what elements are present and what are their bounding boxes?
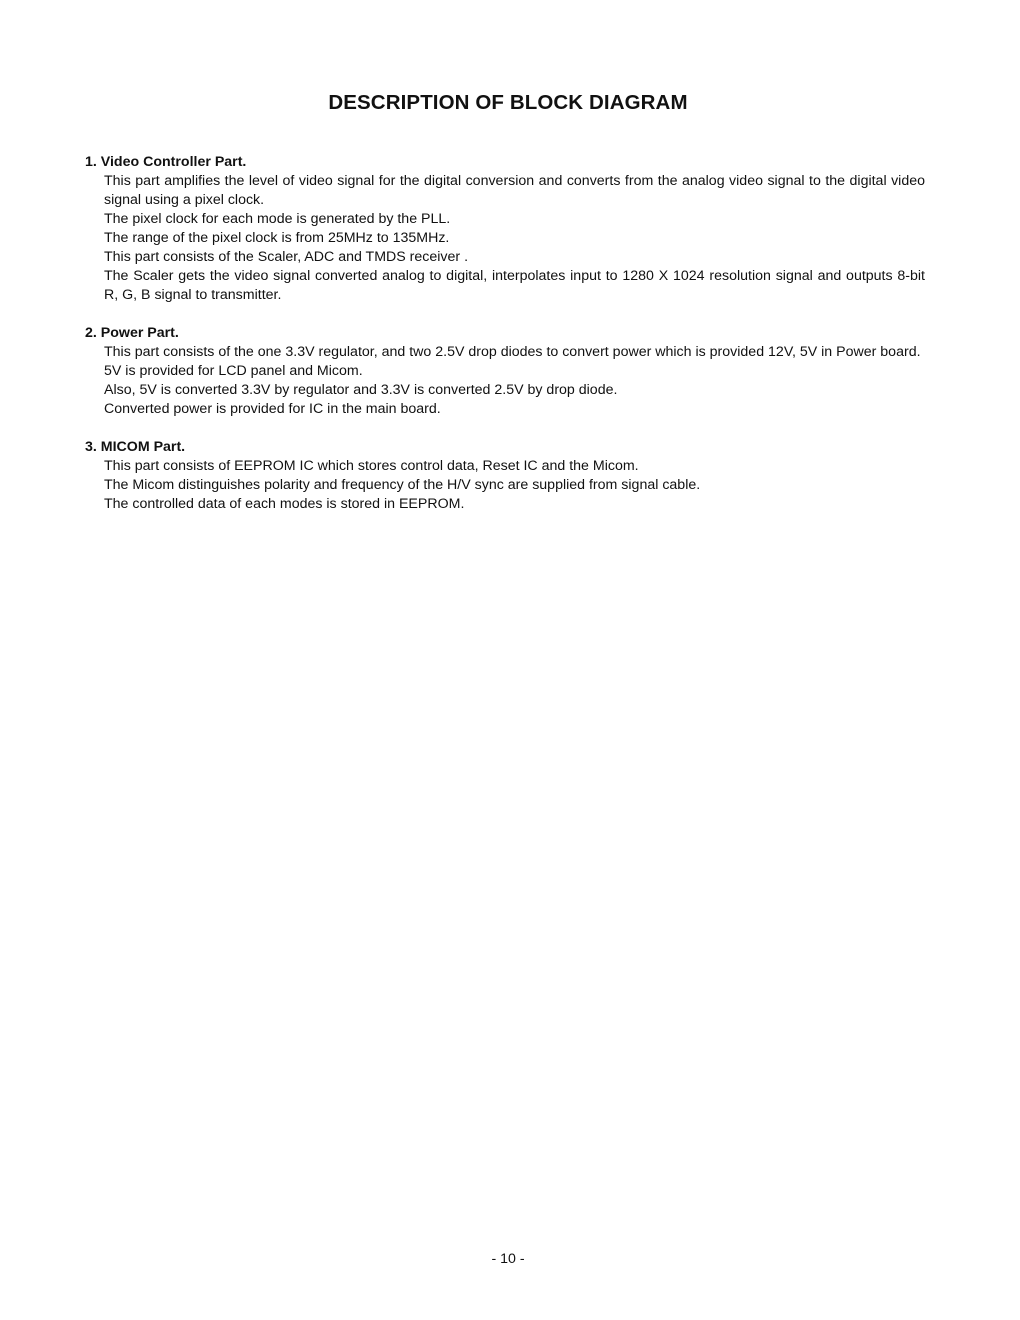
paragraph: The Scaler gets the video signal converted analog to digital, interpolates input to 1280 X 1024 resolution signal and outputs 8-bit R, G, B signal to transmitter. xyxy=(104,268,925,303)
page-title: DESCRIPTION OF BLOCK DIAGRAM xyxy=(328,91,688,114)
document-body xyxy=(85,153,925,533)
paragraph: 5V is provided for LCD panel and Micom. xyxy=(104,363,363,379)
section-heading: 3. MICOM Part. xyxy=(85,439,186,455)
paragraph: This part consists of the one 3.3V regulator, and two 2.5V drop diodes to convert power which is provided 12V, 5V in Power board. xyxy=(104,344,921,360)
section-video-controller xyxy=(85,153,925,305)
section-micom xyxy=(85,438,925,514)
paragraph: This part consists of EEPROM IC which stores control data, Reset IC and the Micom. xyxy=(104,458,639,474)
paragraph: This part amplifies the level of video signal for the digital conversion and converts from the analog video signal to the digital video signal using a pixel clock. xyxy=(104,173,925,208)
paragraph: The controlled data of each modes is stored in EEPROM. xyxy=(104,496,465,512)
paragraph: The Micom distinguishes polarity and frequency of the H/V sync are supplied from signal cable. xyxy=(104,477,701,493)
paragraph: Converted power is provided for IC in the main board. xyxy=(104,401,441,417)
paragraph: The pixel clock for each mode is generated by the PLL. xyxy=(104,211,451,227)
section-heading: 1. Video Controller Part. xyxy=(85,154,247,170)
section-power xyxy=(85,324,925,419)
paragraph: This part consists of the Scaler, ADC and TMDS receiver . xyxy=(104,249,469,265)
section-heading: 2. Power Part. xyxy=(85,325,179,341)
paragraph: Also, 5V is converted 3.3V by regulator and 3.3V is converted 2.5V by drop diode. xyxy=(104,382,618,398)
page-number: - 10 - xyxy=(491,1251,525,1267)
paragraph: The range of the pixel clock is from 25MHz to 135MHz. xyxy=(104,230,450,246)
